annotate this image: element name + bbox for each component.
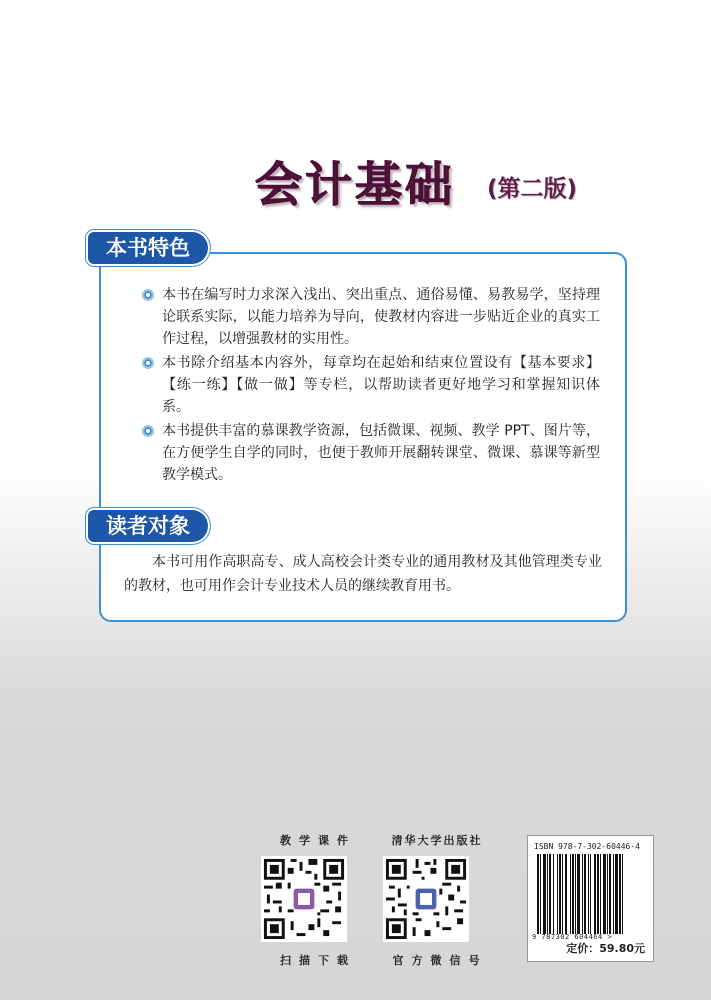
- barcode: [536, 854, 647, 934]
- book-title: 会计基础: [255, 158, 455, 213]
- feature-text: 本书提供丰富的慕课教学资源，包括微课、视频、教学 PPT、图片等，在方便学生自学的同时，也便于教师开展翻转课堂、微课、慕课等新型教学模式。: [162, 423, 600, 483]
- title-area: [0, 148, 711, 218]
- bullet-icon: [142, 425, 154, 437]
- readers-text: 本书可用作高职高专、成人高校会计类专业的通用教材及其他管理类专业的教材，也可用作会计专业技术人员的继续教育用书。: [124, 554, 602, 594]
- qr-top-label: 清华大学出版社: [391, 834, 483, 847]
- features-list: [142, 284, 600, 488]
- isbn-barcode-box: [527, 835, 654, 962]
- isbn-text: ISBN 978-7-302-60446-4: [534, 842, 640, 851]
- feature-item: [142, 284, 600, 350]
- qr-top-label: 教学课件: [280, 834, 356, 847]
- book-edition: (第二版): [487, 176, 578, 202]
- price: 定价：59.80元: [566, 942, 645, 955]
- feature-item: [142, 352, 600, 418]
- bullet-icon: [142, 357, 154, 369]
- feature-text: 本书除介绍基本内容外，每章均在起始和结束位置设有【基本要求】【练一练】【做一做】等专栏，以帮助读者更好地学习和掌握知识体系。: [162, 355, 600, 415]
- courseware-qr-code[interactable]: [261, 856, 347, 942]
- publisher-qr-block: [383, 832, 489, 970]
- publisher-qr-code[interactable]: [383, 856, 469, 942]
- feature-text: 本书在编写时力求深入浅出、突出重点、通俗易懂、易教易学，坚持理论联系实际，以能力培养为导向，使教材内容进一步贴近企业的真实工作过程，以增强教材的实用性。: [162, 287, 600, 347]
- readers-heading: 读者对象: [88, 510, 208, 542]
- features-heading: 本书特色: [88, 232, 208, 264]
- qr-bottom-label: 官方微信号: [392, 954, 488, 967]
- feature-item: [142, 420, 600, 486]
- barcode-digits: 9 787302 604464 >: [532, 933, 613, 941]
- bullet-icon: [142, 289, 154, 301]
- qr-bottom-label: 扫描下载: [280, 954, 356, 967]
- courseware-qr-block: [261, 832, 367, 970]
